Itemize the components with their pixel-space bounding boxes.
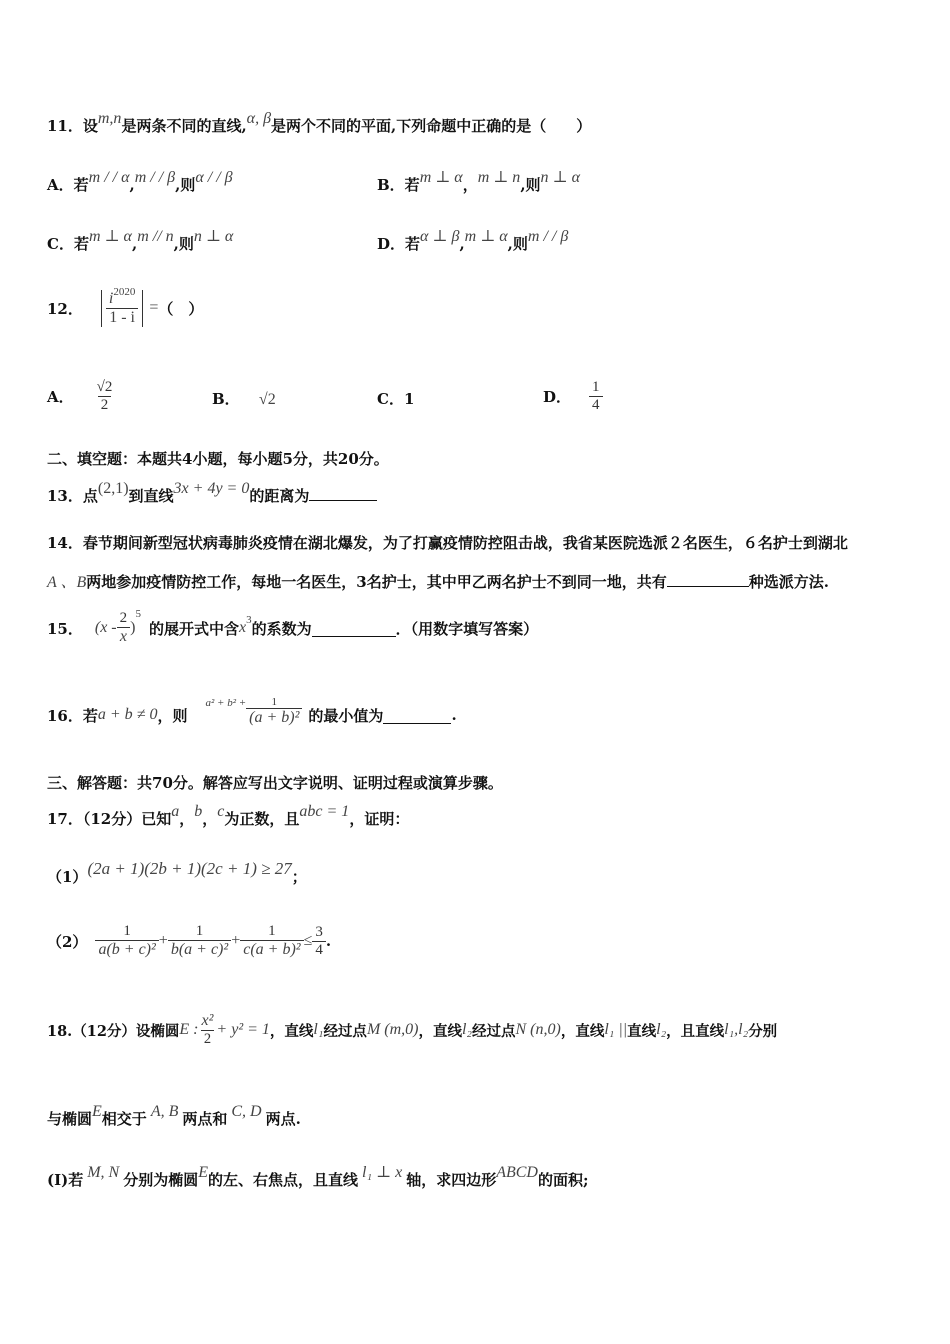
q15 (47, 602, 538, 654)
q12-option-d (543, 368, 603, 424)
q18-ab: A, B (150, 1103, 179, 1120)
fraction-bottom: 2 (98, 396, 112, 414)
q15-term-power: 3 (246, 614, 252, 626)
fraction-bottom: c(a + b)² (240, 940, 303, 959)
q16-pre: 16．若 (47, 706, 98, 725)
plus-sign: + (158, 932, 168, 949)
q18-text: ，直线 (560, 1022, 605, 1040)
q16-mid: ，则 (157, 706, 188, 725)
q12-equals: = (149, 299, 159, 316)
q18-text: 直线 (627, 1022, 657, 1040)
q15-power: 5 (135, 608, 141, 620)
q12-option-a (47, 368, 115, 424)
q18-text: ，且直线 (666, 1022, 725, 1040)
q11-mn: m,n (97, 110, 122, 127)
option-then: ,则 (520, 176, 541, 194)
q12-number: 12． (47, 299, 83, 318)
fraction-top: 1 (592, 378, 600, 395)
option-label: A．若 (47, 176, 89, 194)
fraction-top: 1 (271, 695, 278, 708)
option-cond2: m ⊥ n (477, 169, 521, 186)
q17-mid: 为正数，且 (224, 810, 300, 828)
q12-paren: （ ） (158, 299, 204, 318)
option-cond1: m ⊥ α (419, 169, 463, 186)
option-then: ,则 (507, 235, 528, 253)
q11-prefix: 11．设 (47, 117, 98, 135)
option-cond1: m ⊥ α (88, 228, 132, 245)
fraction-top: √2 (96, 378, 113, 395)
q18-pre: 18.（12分）设椭圆 (47, 1022, 180, 1040)
q13-post: 的距离为 (249, 487, 310, 505)
q17-part1-label: （1） (47, 868, 88, 886)
q17-term3 (240, 923, 303, 959)
q18-point-n: N (n,0) (515, 1021, 561, 1038)
q12-numerator: i (108, 289, 114, 307)
q18-l2: l₂ (738, 1021, 749, 1038)
q17-stem: 17．（12分）已知a，b，c为正数，且abc = 1，证明： (47, 803, 410, 828)
q18-text: ，直线 (418, 1022, 462, 1040)
q12-exponent: 2020 (113, 285, 136, 298)
fraction-top: 1 (268, 923, 276, 939)
option-d-fraction (589, 379, 603, 414)
q15-pre: 15． (47, 619, 83, 638)
q16-fraction (246, 696, 302, 727)
option-a-fraction (94, 379, 116, 414)
q12-denominator: 1 - i (106, 308, 138, 327)
option-cond1: α ⊥ β (420, 228, 460, 245)
q12-option-b (212, 388, 276, 409)
q12-abs-expression (101, 285, 143, 327)
q14-end: 种选派方法. (748, 573, 829, 591)
q17-term1 (95, 923, 158, 959)
q18-line2 (47, 1103, 301, 1129)
option-cond1: m / / α (88, 169, 130, 186)
q17-cond: abc = 1 (299, 803, 350, 820)
q16-answer-blank[interactable] (383, 707, 451, 724)
option-value: √2 (258, 391, 276, 408)
q15-note: ．（用数字填写答案） (395, 619, 539, 638)
q16-post: 的最小值为 (308, 706, 384, 725)
q13-pre: 13．点 (47, 487, 98, 505)
q12-fraction (106, 285, 138, 327)
fraction-bottom: x (117, 627, 130, 646)
q18-text: 分别为椭圆 (123, 1171, 199, 1189)
q18-l2: l₂ (656, 1021, 667, 1038)
q14-line1: 14．春节期间新型冠状病毒肺炎疫情在湖北爆发，为了打赢疫情防控阻击战，我省某医院选派２名医生，６名护士到湖北 (47, 534, 848, 552)
section-2-heading: 二、填空题：本题共4小题，每小题5分，共20分。 (47, 450, 389, 468)
fraction-top: x² (201, 1012, 214, 1029)
q12-option-c (377, 388, 414, 409)
q18-text: 相交于 (101, 1110, 147, 1128)
q15-post: 的系数为 (251, 619, 312, 638)
q18-text: 两点. (265, 1110, 301, 1128)
q17-part1-end: ； (291, 868, 307, 886)
q18-e: E (92, 1103, 102, 1120)
q17-rhs (312, 924, 326, 959)
q18-text: 经过点 (323, 1022, 367, 1040)
option-result: n ⊥ α (540, 169, 580, 186)
fraction-bottom: b(a + c)² (168, 940, 231, 959)
q16-expr: a² + b² + (205, 697, 247, 709)
q14-ab: A 、B (47, 574, 87, 591)
fraction-top: 3 (315, 923, 323, 940)
q16-end: . (451, 706, 457, 724)
q18-ellipse-rhs: + y² = 1 (216, 1021, 270, 1038)
section-3-heading: 三、解答题：共70分。解答应写出文字说明、证明过程或演算步骤。 (47, 774, 503, 792)
option-cond2: m / / β (134, 169, 176, 186)
fraction-bottom: a(b + c)² (95, 940, 158, 959)
q18-text: ，直线 (269, 1022, 314, 1040)
q17-a: a (171, 803, 180, 820)
q13-line-eq: 3x + 4y = 0 (173, 480, 250, 497)
q11-option-b: B．若m ⊥ α，m ⊥ n,则n ⊥ α (377, 169, 580, 194)
q17-b: b (194, 803, 203, 820)
q11-ab: α, β (246, 110, 272, 127)
q12-stem (47, 280, 203, 336)
q14-answer-blank[interactable] (667, 586, 749, 587)
fraction-bottom: (a + b)² (246, 708, 302, 727)
q18-text: 与椭圆 (47, 1110, 93, 1128)
q18-text: 轴，求四边形 (406, 1171, 497, 1189)
plus-sign: + (231, 932, 241, 949)
fraction-bottom: 4 (589, 396, 603, 414)
option-label: B． (212, 390, 240, 408)
q15-mid: 的展开式中含 (148, 619, 239, 638)
q17-pre: 17．（12分）已知 (47, 810, 172, 828)
q17-part2 (47, 908, 331, 974)
q11-option-c: C．若m ⊥ α,m // n,则n ⊥ α (47, 228, 234, 253)
q11-suffix: 是两个不同的平面,下列命题中正确的是（ ） (271, 117, 592, 135)
q18-part1 (47, 1164, 589, 1190)
q18-line1 (47, 1000, 777, 1060)
fraction-top: 2 (119, 610, 128, 626)
q18-text: 经过点 (472, 1022, 516, 1040)
option-label: D． (543, 387, 572, 406)
q13-answer-blank[interactable] (309, 500, 377, 501)
option-value: 1 (403, 390, 415, 408)
option-then: ,则 (175, 176, 196, 194)
q18-l1: l₁ (313, 1021, 324, 1038)
q14-line2 (47, 569, 829, 592)
q18-e: E (198, 1164, 209, 1181)
option-result: m / / β (527, 228, 569, 245)
q15-expr-open: (x - (94, 619, 117, 636)
q18-point-m: M (m,0) (366, 1021, 419, 1038)
q18-l1-parallel: l₁ || (604, 1021, 628, 1038)
q18-ellipse-lhs: E : (179, 1021, 199, 1038)
q15-answer-blank[interactable] (312, 620, 396, 637)
q18-part1-label: (I)若 (47, 1171, 84, 1189)
q11-stem (47, 110, 592, 136)
fraction-top: 1 (195, 923, 204, 939)
q15-term: x (238, 619, 247, 636)
option-result: n ⊥ α (193, 228, 234, 245)
fraction-bottom: 2 (201, 1030, 214, 1048)
q17-post: ，证明： (349, 810, 410, 828)
q18-text: 分别 (748, 1022, 778, 1040)
option-cond2: m // n (137, 228, 174, 245)
q16 (47, 685, 457, 745)
q15-fraction (117, 610, 131, 646)
option-label: C．若 (47, 235, 89, 253)
q13 (47, 480, 377, 506)
option-cond2: m ⊥ α (464, 228, 508, 245)
q16-cond: a + b ≠ 0 (97, 706, 158, 723)
fraction-bottom: 4 (312, 941, 326, 959)
q17-c: c (217, 803, 225, 820)
option-label: B．若 (377, 176, 420, 194)
option-then: ,则 (173, 235, 194, 253)
le-sign: ≤ (303, 932, 313, 949)
option-result: α / / β (195, 169, 233, 186)
option-label: D．若 (377, 235, 421, 253)
q18-cd: C, D (231, 1103, 262, 1120)
q15-expr-close: ) (130, 619, 136, 636)
q18-perp: l₁ ⊥ x (362, 1164, 403, 1181)
q18-text: 的面积; (537, 1171, 589, 1189)
q18-mn: M, N (87, 1164, 120, 1181)
q17-part2-end: . (325, 932, 332, 950)
q17-term2 (168, 923, 231, 959)
q17-part2-label: （2） (47, 932, 88, 951)
q18-text: 两点和 (182, 1110, 228, 1128)
q11-option-d: D．若α ⊥ β,m ⊥ α,则m / / β (377, 228, 569, 253)
q18-l1: l₁, (724, 1021, 739, 1038)
q17-part1-expr: (2a + 1)(2b + 1)(2c + 1) ≥ 27 (87, 859, 292, 878)
fraction-top: 1 (123, 923, 131, 939)
q14-text: 两地参加疫情防控工作，每地一名医生，3名护士，其中甲乙两名护士不到同一地，共有 (86, 573, 667, 591)
option-label: C． (377, 390, 404, 408)
q11-mid: 是两条不同的直线, (121, 117, 247, 135)
q13-point: (2,1) (97, 480, 129, 497)
q17-part1 (47, 859, 307, 887)
q18-text: 的左、右焦点，且直线 (208, 1171, 359, 1189)
q18-abcd: ABCD (496, 1164, 538, 1181)
q11-option-a: A．若m / / α,m / / β,则α / / β (47, 169, 233, 194)
q18-x2-fraction (199, 1012, 217, 1048)
q13-mid: 到直线 (128, 487, 174, 505)
q18-l2: l₂ (461, 1021, 472, 1038)
option-label: A． (47, 387, 74, 406)
